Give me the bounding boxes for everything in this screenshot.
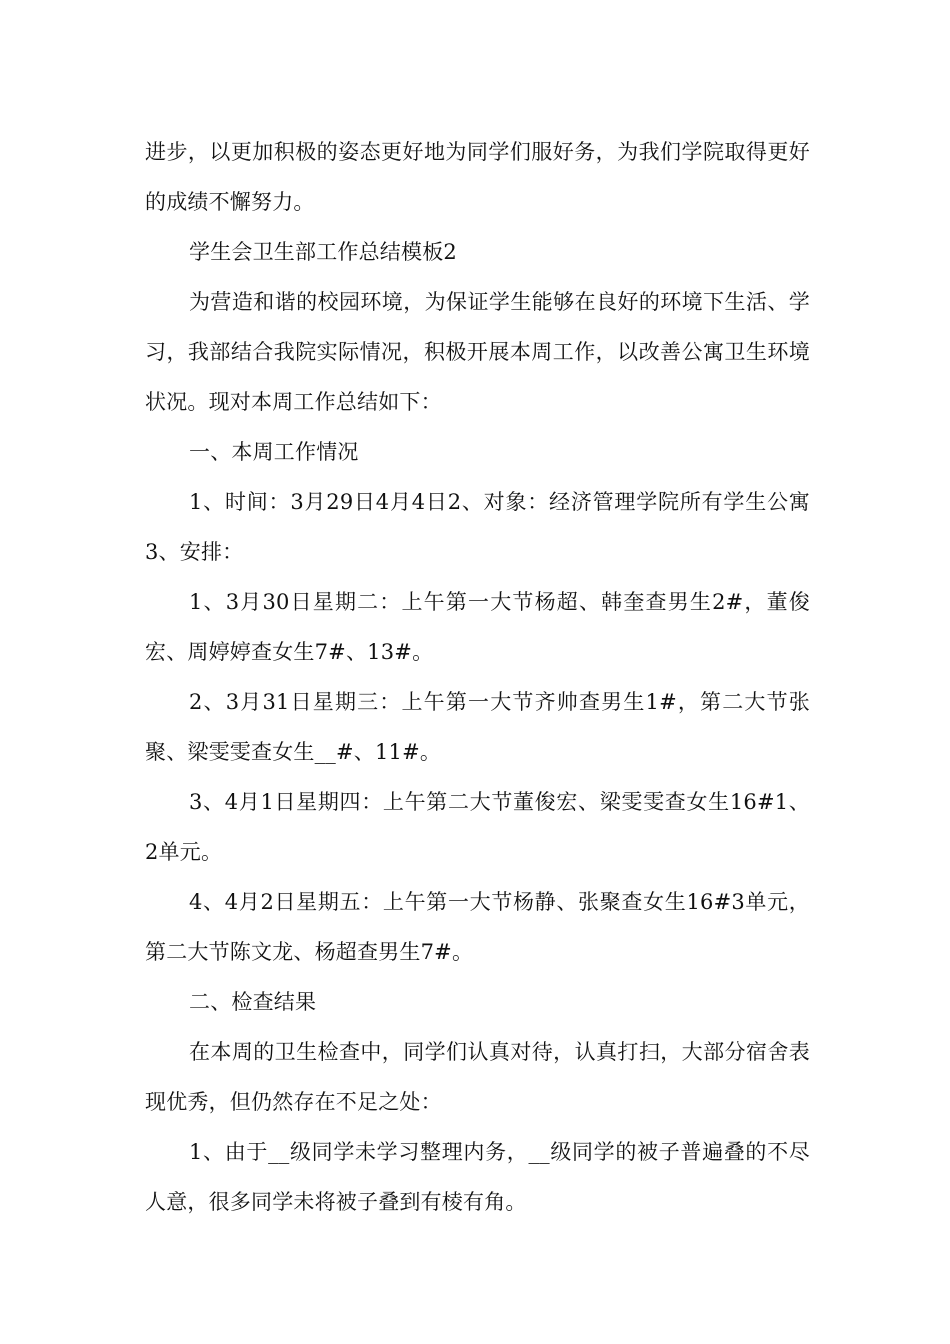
heading-inspection-results: 二、检查结果	[189, 990, 317, 1014]
paragraph-schedule-2: 2、3月31日星期三：上午第一大节齐帅查男生1#，第二大节张聚、梁雯雯查女生__#、11#。	[145, 690, 810, 764]
paragraph-time-object: 1、时间：3月29日4月4日2、对象：经济管理学院所有学生公寓3、安排：	[145, 490, 810, 564]
paragraph-inspection-issue-1: 1、由于__级同学未学习整理内务，__级同学的被子普遍叠的不尽人意，很多同学未将被子叠到有棱有角。	[145, 1140, 810, 1214]
paragraph-schedule-3: 3、4月1日星期四：上午第二大节董俊宏、梁雯雯查女生16#1、2单元。	[145, 790, 810, 864]
paragraph-intro: 为营造和谐的校园环境，为保证学生能够在良好的环境下生活、学习，我部结合我院实际情况，积极开展本周工作，以改善公寓卫生环境状况。现对本周工作总结如下：	[145, 290, 810, 414]
paragraph-inspection-summary: 在本周的卫生检查中，同学们认真对待，认真打扫，大部分宿舍表现优秀，但仍然存在不足之处：	[145, 1040, 810, 1114]
heading-weekly-work: 一、本周工作情况	[189, 440, 359, 464]
paragraph-schedule-1: 1、3月30日星期二：上午第一大节杨超、韩奎查男生2#，董俊宏、周婷婷查女生7#、13#。	[145, 590, 810, 664]
document-body	[145, 127, 810, 1227]
paragraph-continuation: 进步，以更加积极的姿态更好地为同学们服好务，为我们学院取得更好的成绩不懈努力。	[145, 140, 810, 214]
paragraph-schedule-4: 4、4月2日星期五：上午第一大节杨静、张聚查女生16#3单元，第二大节陈文龙、杨超查男生7#。	[145, 890, 810, 964]
section-title: 学生会卫生部工作总结模板2	[189, 240, 457, 264]
